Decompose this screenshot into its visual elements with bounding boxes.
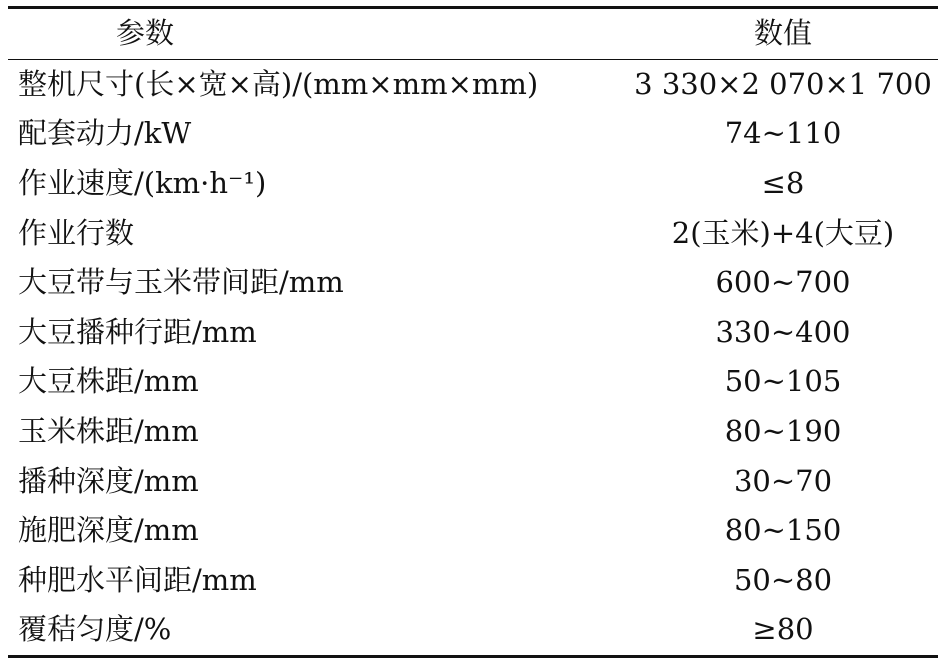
- param-cell: 整机尺寸(长×宽×高)/(mm×mm×mm): [18, 66, 539, 101]
- param-cell: 配套动力/kW: [18, 116, 192, 151]
- header-row: [8, 8, 938, 60]
- value-cell: 3 330×2 070×1 700: [634, 66, 932, 101]
- table-row: [8, 556, 938, 606]
- value-cell: 50~80: [733, 562, 833, 597]
- value-cell: 74~110: [724, 116, 842, 151]
- table-row: [8, 258, 938, 308]
- param-cell: 施肥深度/mm: [18, 513, 199, 548]
- table-row: [8, 308, 938, 358]
- parameter-table: [8, 6, 938, 658]
- parameter-table-container: [8, 6, 938, 658]
- param-cell: 播种深度/mm: [18, 463, 199, 498]
- table-row: [8, 109, 938, 159]
- table-row: [8, 407, 938, 457]
- param-cell: 作业速度/(km·h⁻¹): [18, 166, 267, 201]
- table-row: [8, 456, 938, 506]
- value-cell: ≤8: [761, 166, 805, 201]
- table-row: [8, 208, 938, 258]
- table-body: [8, 59, 938, 656]
- header-value: 数值: [753, 16, 812, 51]
- value-cell: 50~105: [724, 364, 842, 399]
- table-row: [8, 357, 938, 407]
- value-cell: 80~190: [724, 414, 842, 449]
- param-cell: 作业行数: [18, 215, 135, 250]
- param-cell: 玉米株距/mm: [18, 414, 199, 449]
- table-row: [8, 605, 938, 656]
- value-cell: 330~400: [715, 314, 851, 349]
- value-cell: 600~700: [715, 265, 851, 300]
- value-cell: 30~70: [733, 463, 833, 498]
- table-row: [8, 159, 938, 209]
- table-header: [8, 8, 938, 60]
- value-cell: ≥80: [752, 612, 814, 647]
- table-row: [8, 506, 938, 556]
- header-param: 参数: [116, 16, 175, 51]
- param-cell: 种肥水平间距/mm: [18, 562, 257, 597]
- table-row: [8, 59, 938, 109]
- param-cell: 大豆株距/mm: [18, 364, 199, 399]
- param-cell: 大豆播种行距/mm: [18, 314, 257, 349]
- param-cell: 覆秸匀度/%: [18, 612, 172, 647]
- value-cell: 2(玉米)+4(大豆): [671, 215, 895, 250]
- param-cell: 大豆带与玉米带间距/mm: [18, 265, 344, 300]
- value-cell: 80~150: [724, 513, 842, 548]
